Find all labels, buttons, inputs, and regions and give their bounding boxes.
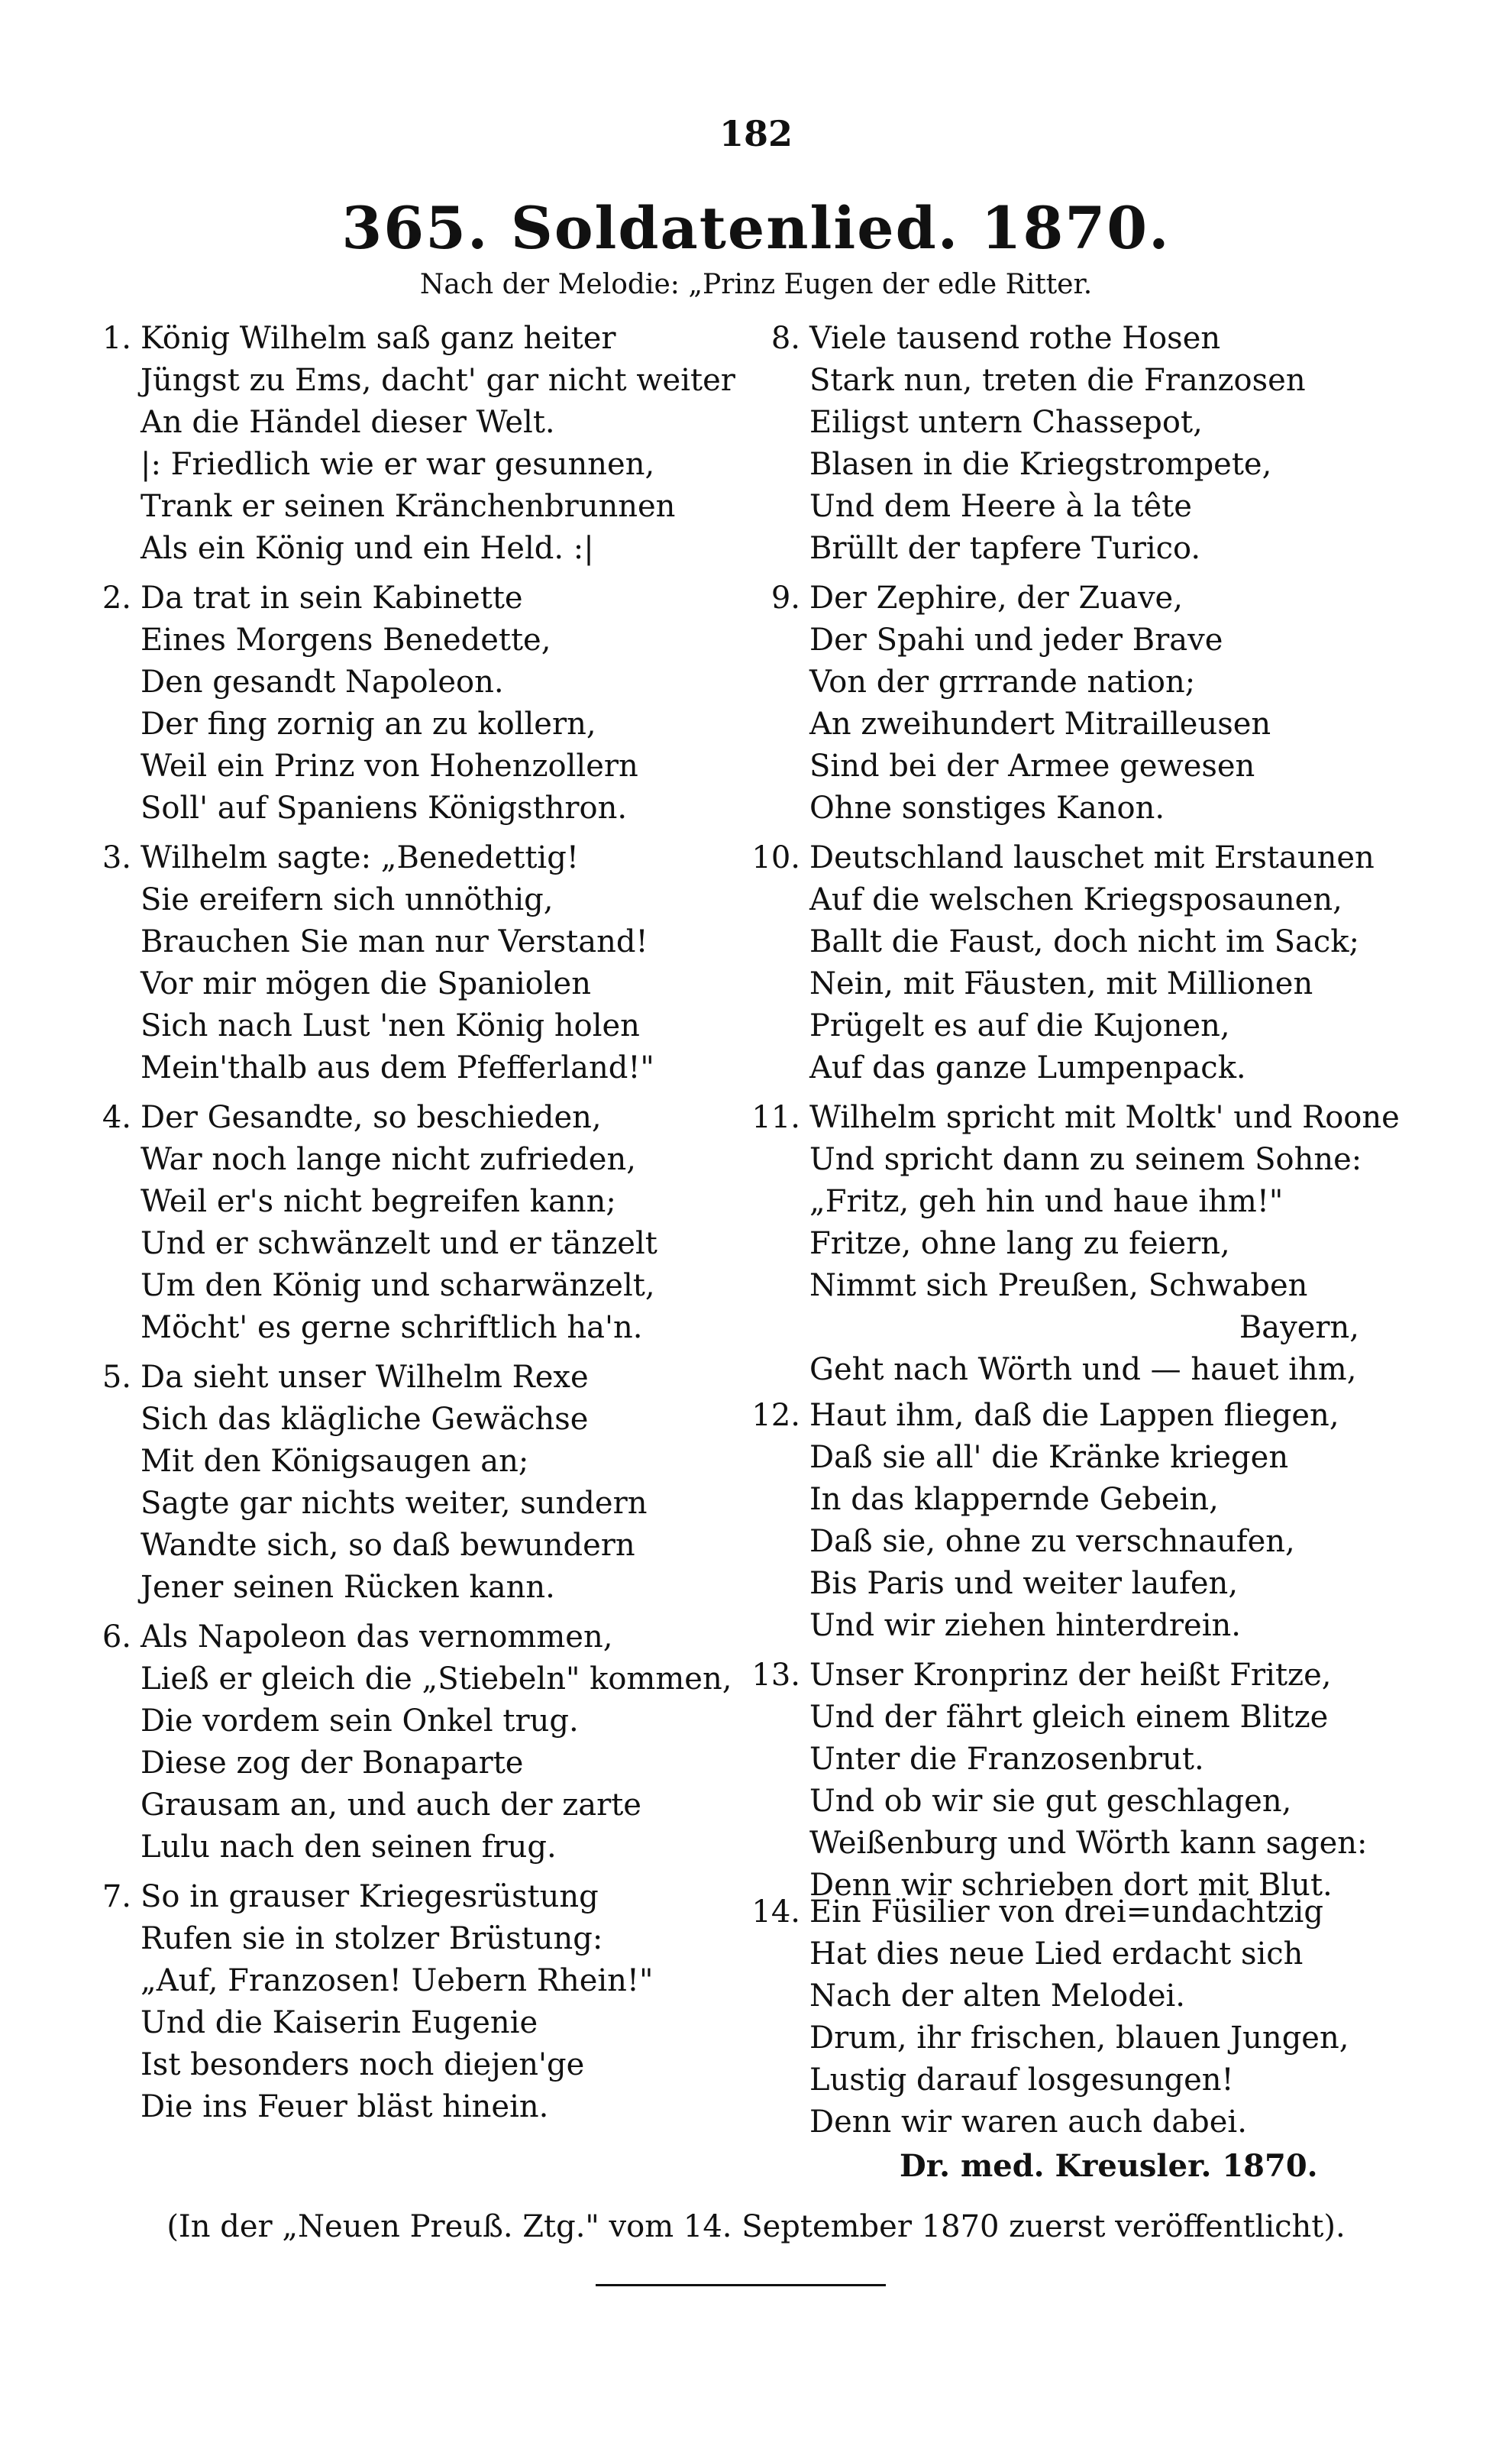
verse-line: Mein'thalb aus dem Pfefferland!" <box>141 1050 654 1085</box>
verse-line: Lustig darauf losgesungen! <box>809 2062 1234 2098</box>
verse-line: Denn wir waren auch dabei. <box>809 2104 1247 2140</box>
verse-line: Nimmt sich Preußen, Schwaben <box>809 1268 1308 1303</box>
verse-line: Haut ihm, daß die Lappen fliegen, <box>809 1398 1339 1433</box>
verse-line: Deutschland lauschet mit Erstaunen <box>809 840 1375 875</box>
author-signature: Dr. med. Kreusler. 1870. <box>900 2148 1318 2184</box>
page-number: 182 <box>719 113 793 154</box>
stanza-lines <box>809 1097 1400 1391</box>
stanza-number: 10. <box>751 840 800 875</box>
verse-line: Mit den Königsaugen an; <box>141 1444 529 1479</box>
melody-note: Nach der Melodie: „Prinz Eugen der edle Ritter. <box>419 269 1093 300</box>
verse-line: An zweihundert Mitrailleusen <box>809 707 1271 742</box>
song-title: 365. Soldatenlied. 1870. <box>341 194 1171 262</box>
stanza-number: 9. <box>771 581 800 616</box>
stanza-number: 5. <box>102 1360 131 1395</box>
verse-line: Daß sie, ohne zu verschnaufen, <box>809 1524 1295 1559</box>
verse-line: Der Gesandte, so beschieden, <box>141 1100 602 1135</box>
verse-line: Wilhelm spricht mit Moltk' und Roone <box>809 1100 1400 1135</box>
verse-line: Sind bei der Armee gewesen <box>809 749 1255 784</box>
verse-line: An die Händel dieser Welt. <box>141 405 555 440</box>
verse-line: Ohne sonstiges Kanon. <box>809 791 1165 826</box>
stanza-number: 2. <box>102 581 131 616</box>
verse-line: Ist besonders noch diejen'ge <box>141 2047 585 2082</box>
stanza-number: 7. <box>102 1879 131 1914</box>
stanza-lines <box>141 1616 732 1868</box>
stanza-number: 11. <box>751 1100 800 1135</box>
verse-line: „Auf, Franzosen! Uebern Rhein!" <box>141 1963 654 1998</box>
verse-line: Prügelt es auf die Kujonen, <box>809 1008 1230 1043</box>
stanza-number: 3. <box>102 840 131 875</box>
verse-line: Und dem Heere à la tête <box>809 489 1192 524</box>
verse-line: Als ein König und ein Held. :| <box>141 531 594 566</box>
stanza-number: 4. <box>102 1100 131 1135</box>
stanza-number: 6. <box>102 1619 131 1655</box>
verse-line: Ließ er gleich die „Stiebeln" kommen, <box>141 1661 732 1697</box>
footnote: (In der „Neuen Preuß. Ztg." vom 14. September 1870 zuerst veröffentlicht). <box>166 2209 1346 2244</box>
verse-line: Von der grrrande nation; <box>809 665 1196 700</box>
verse-line: Und die Kaiserin Eugenie <box>141 2005 538 2040</box>
verse-line: Hat dies neue Lied erdacht sich <box>809 1936 1304 1972</box>
verse-line: Um den König und scharwänzelt, <box>141 1268 655 1303</box>
verse-line: Blasen in die Kriegstrompete, <box>809 447 1272 482</box>
verse-line: Sie ereifern sich unnöthig, <box>141 882 554 917</box>
verse-line: Diese zog der Bonaparte <box>141 1745 524 1781</box>
verse-line: Soll' auf Spaniens Königsthron. <box>141 791 628 826</box>
stanza-lines <box>141 1357 647 1609</box>
verse-line: Weißenburg und Wörth kann sagen: <box>809 1826 1368 1861</box>
verse-line: Da sieht unser Wilhelm Rexe <box>141 1360 589 1395</box>
verse-line: Auf das ganze Lumpenpack. <box>809 1050 1246 1085</box>
stanza-lines <box>141 577 638 830</box>
verse-line: Ballt die Faust, doch nicht im Sack; <box>809 924 1359 959</box>
stanza-lines <box>141 318 735 570</box>
stanza-lines <box>809 577 1271 830</box>
verse-line: Nein, mit Fäusten, mit Millionen <box>809 966 1313 1001</box>
stanza-lines <box>809 837 1375 1089</box>
stanza-lines <box>809 1891 1349 2143</box>
verse-line: Und spricht dann zu seinem Sohne: <box>809 1142 1362 1177</box>
verse-line: Ein Füsilier von drei=undachtzig <box>809 1894 1323 1930</box>
stanza-lines <box>809 1395 1339 1647</box>
verse-line: Brauchen Sie man nur Verstand! <box>141 924 648 959</box>
verse-line: Da trat in sein Kabinette <box>141 581 523 616</box>
verse-line: Unser Kronprinz der heißt Fritze, <box>809 1658 1332 1693</box>
verse-line: Und der fährt gleich einem Blitze <box>809 1700 1329 1735</box>
verse-line: Lulu nach den seinen frug. <box>141 1829 557 1865</box>
verse-line: In das klappernde Gebein, <box>809 1482 1219 1517</box>
verse-line: Sich das klägliche Gewächse <box>141 1402 589 1437</box>
verse-line: Auf die welschen Kriegsposaunen, <box>809 882 1342 917</box>
verse-line: Rufen sie in stolzer Brüstung: <box>141 1921 603 1956</box>
verse-line: Eiligst untern Chassepot, <box>809 405 1203 440</box>
verse-line: Unter die Franzosenbrut. <box>809 1742 1204 1777</box>
stanza-number: 13. <box>751 1658 800 1693</box>
stanza-number: 1. <box>102 321 131 356</box>
verse-line: Wandte sich, so daß bewundern <box>141 1528 635 1563</box>
verse-line: Daß sie all' die Kränke kriegen <box>809 1440 1289 1475</box>
verse-line: Eines Morgens Benedette, <box>141 623 551 658</box>
verse-line: Den gesandt Napoleon. <box>141 665 504 700</box>
stanza-number: 8. <box>771 321 800 356</box>
verse-line: Sich nach Lust 'nen König holen <box>141 1008 640 1043</box>
verse-line: Möcht' es gerne schriftlich ha'n. <box>141 1310 643 1345</box>
verse-line: Bis Paris und weiter laufen, <box>809 1566 1239 1601</box>
stanza-lines <box>141 1097 657 1349</box>
verse-line: Brüllt der tapfere Turico. <box>809 531 1201 566</box>
verse-line: Der fing zornig an zu kollern, <box>141 707 596 742</box>
verse-line: So in grauser Kriegesrüstung <box>141 1879 599 1914</box>
verse-line: Jüngst zu Ems, dacht' gar nicht weiter <box>141 363 735 398</box>
stanza-lines <box>809 318 1306 570</box>
verse-line: Nach der alten Melodei. <box>809 1978 1185 2014</box>
verse-line: Weil er's nicht begreifen kann; <box>141 1184 616 1219</box>
verse-line: War noch lange nicht zufrieden, <box>141 1142 636 1177</box>
verse-line: Denn wir schrieben dort mit Blut. <box>809 1868 1333 1903</box>
verse-line: Sagte gar nichts weiter, sundern <box>141 1486 648 1521</box>
verse-line: Drum, ihr frischen, blauen Jungen, <box>809 2020 1349 2056</box>
verse-line: Der Zephire, der Zuave, <box>809 581 1183 616</box>
verse-line: Weil ein Prinz von Hohenzollern <box>141 749 638 784</box>
verse-line: „Fritz, geh hin und haue ihm!" <box>809 1184 1284 1219</box>
verse-line: Als Napoleon das vernommen, <box>141 1619 613 1655</box>
verse-line-continuation: Bayern, <box>1239 1310 1359 1345</box>
stanza-lines <box>809 1655 1368 1907</box>
verse-line: Trank er seinen Kränchenbrunnen <box>141 489 676 524</box>
verse-line: Wilhelm sagte: „Benedettig! <box>141 840 579 875</box>
verse-line: Die vordem sein Onkel trug. <box>141 1703 579 1739</box>
verse-line: Geht nach Wörth und — hauet ihm, <box>809 1352 1357 1387</box>
verse-line: |: Friedlich wie er war gesunnen, <box>141 447 655 482</box>
stanza-number: 12. <box>751 1398 800 1433</box>
verse-line: Und er schwänzelt und er tänzelt <box>141 1226 657 1261</box>
divider-rule <box>596 2284 886 2286</box>
verse-line: Jener seinen Rücken kann. <box>141 1570 555 1605</box>
verse-line: Und wir ziehen hinterdrein. <box>809 1608 1241 1643</box>
verse-line: Der Spahi und jeder Brave <box>809 623 1223 658</box>
verse-line: Fritze, ohne lang zu feiern, <box>809 1226 1230 1261</box>
verse-line: König Wilhelm saß ganz heiter <box>141 321 616 356</box>
stanza-lines <box>141 1876 653 2128</box>
verse-line: Vor mir mögen die Spaniolen <box>141 966 591 1001</box>
verse-line: Und ob wir sie gut geschlagen, <box>809 1784 1292 1819</box>
verse-line: Stark nun, treten die Franzosen <box>809 363 1306 398</box>
verse-line: Viele tausend rothe Hosen <box>809 321 1221 356</box>
stanza-lines <box>141 837 654 1089</box>
verse-line: Die ins Feuer bläst hinein. <box>141 2089 549 2124</box>
stanza-number: 14. <box>751 1894 800 1930</box>
verse-line: Grausam an, und auch der zarte <box>141 1787 641 1823</box>
